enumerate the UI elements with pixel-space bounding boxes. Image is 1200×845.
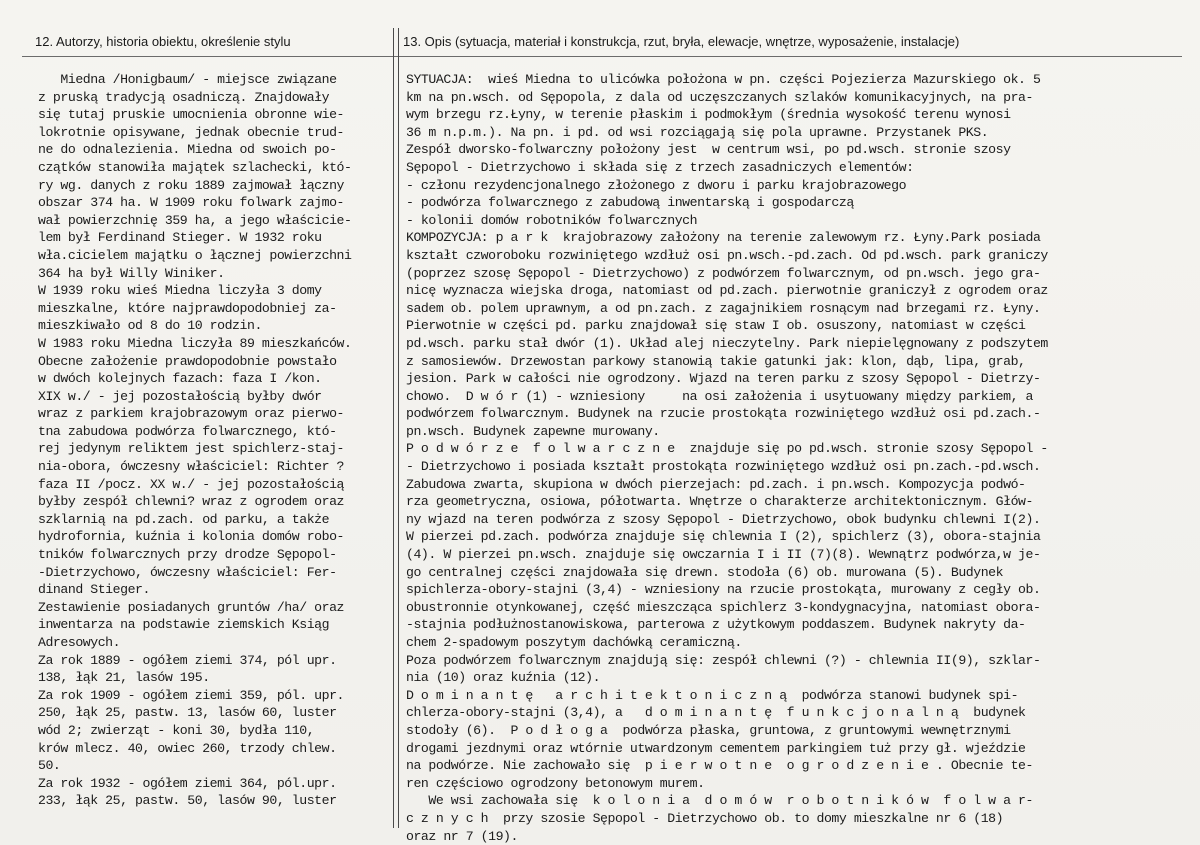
text-line: szklarnią na pd.zach. od parku, a także xyxy=(38,511,330,527)
text-line: (4). W pierzei pn.wsch. znajduje się owczarnia I i II (7)(8). Wewnątrz podwórza,w je- xyxy=(406,547,1041,563)
text-line: Poza podwórzem folwarcznym znajdują się: zespół chlewni (?) - chlewnia II(9), szklar- xyxy=(406,652,1041,668)
text-line: mieszkiwało od 8 do 10 rodzin. xyxy=(38,318,262,334)
text-line: rej jedynym reliktem jest spichlerz-staj- xyxy=(38,441,345,457)
section-12-heading: 12. Autorzy, historia obiektu, określenie stylu xyxy=(35,34,291,49)
text-line: tników folwarcznych przy drodze Sępopol- xyxy=(38,547,337,563)
text-line: spichlerza-obory-stajni (3,4) - wzniesiony na rzucie prostokąta, murowany z cegły ob. xyxy=(406,582,1041,598)
section-12-body xyxy=(14,71,390,810)
section-13-column xyxy=(403,34,1193,845)
text-line: Adresowych. xyxy=(38,635,121,650)
text-line: 364 ha był Willy Winiker. xyxy=(38,265,225,281)
text-line: mieszkalne, które najprawdopodobniej za- xyxy=(38,300,337,316)
text-line: wym brzegu rz.Łyny, w terenie płaskim i podmokłym (średnia wysokość terenu wynosi xyxy=(406,107,1011,123)
text-line: - Dietrzychowo i posiada kształt prostokąta rozwiniętego wzdłuż osi pn.zach.-pd.wsch. xyxy=(406,459,1041,475)
text-line: wód 2; zwierząt - koni 30, bydła 110, xyxy=(38,722,315,738)
text-line: tna zabudowa podwórza folwarcznego, któ- xyxy=(38,423,337,439)
text-line: wraz z parkiem krajobrazowym oraz pierwo- xyxy=(38,406,345,422)
text-line: stodoły (6). P o d ł o g a podwórza płaska, gruntowa, z gruntowymi wewnętrznymi xyxy=(406,722,1011,738)
text-line: chowo. D w ó r (1) - wzniesiony na osi założenia i usytuowany między parkiem, a xyxy=(406,388,1033,404)
section-12-column xyxy=(35,34,390,810)
text-line: w dwóch kolejnych fazach: faza I /kon. xyxy=(38,371,322,387)
text-line: obszar 374 ha. W 1909 roku folwark zajmo- xyxy=(38,195,345,211)
text-line: P o d w ó r z e f o l w a r c z n e znajduje się po pd.wsch. stronie szosy Sępopol - xyxy=(406,441,1048,457)
text-line: obustronnie otynkowanej, część mieszcząca spichlerz 3-kondygnacyjna, natomiast obora- xyxy=(406,599,1041,615)
text-line: Obecne założenie prawdopodobnie powstało xyxy=(38,353,337,369)
text-line: oraz nr 7 (19). xyxy=(406,828,518,844)
text-line: XIX w./ - jej pozostałością byłby dwór xyxy=(38,388,322,404)
text-line: Za rok 1932 - ogółem ziemi 364, pól.upr. xyxy=(38,775,337,791)
text-line: inwentarza na podstawie ziemskich Ksiąg xyxy=(38,617,330,633)
text-line: nicę wyznacza wiejska droga, natomiast od pd.zach. pierwotnie graniczył z ogrodem oraz xyxy=(406,283,1048,299)
text-line: z pruską tradycją osadniczą. Znajdowały xyxy=(38,89,330,105)
text-line: -Dietrzychowo, ówczesny właściciel: Fer- xyxy=(38,564,337,580)
text-line: (poprzez szosę Sępopol - Dietrzychowo) z podwórzem folwarcznym, od pn.wsch. jego gra- xyxy=(406,265,1041,281)
text-line: go centralnej części znajdowała się drewn. stodoła (6) ob. murowana (5). Budynek xyxy=(406,564,1004,580)
text-line: chlerza-obory-stajni (3,4), a d o m i n a n t ę f u n k c j o n a l n ą budynek xyxy=(406,705,1026,721)
text-line: nia-obora, ówczesny właściciel: Richter ? xyxy=(38,459,345,475)
text-line: wła.cicielem majątku o łącznej powierzchni xyxy=(38,247,352,263)
text-line: We wsi zachowała się k o l o n i a d o m ó w r o b o t n i k ó w f o l w a r- xyxy=(406,793,1033,809)
text-line: -stajnia podłużnostanowiskowa, parterowa z użytkowym poddaszem. Budynek nakryty da- xyxy=(406,617,1026,633)
text-line: 36 m n.p.m.). Na pn. i pd. od wsi rozciągają się pola uprawne. Przystanek PKS. xyxy=(406,124,989,140)
text-line: faza II /pocz. XX w./ - jej pozostałością xyxy=(38,476,345,492)
text-line: chem 2-spadowym poszytym dachówką ceramiczną. xyxy=(406,635,742,650)
text-line: podwórzem folwarcznym. Budynek na rzucie prostokąta rozwiniętego wzdłuż osi pd.zach.- xyxy=(406,406,1041,422)
text-line: KOMPOZYCJA: p a r k krajobrazowy założony na terenie zalewowym rz. Łyny.Park posiada xyxy=(406,230,1041,246)
text-line: D o m i n a n t ę a r c h i t e k t o n i c z n ą podwórza stanowi budynek spi- xyxy=(406,687,1019,703)
text-line: krów mlecz. 40, owiec 260, trzody chlew. xyxy=(38,740,337,756)
text-line: pn.wsch. Budynek zapewne murowany. xyxy=(406,423,660,439)
text-line: jesion. Park w całości nie ogrodzony. Wjazd na teren parku z szosy Sępopol - Dietrzy- xyxy=(406,371,1041,387)
text-line: rza geometryczna, osiowa, półotwarta. Wnętrze o charakterze architektonicznym. Głów- xyxy=(406,494,1033,510)
text-line: 50. xyxy=(38,758,61,774)
text-line: byłby zespół chlewni? wraz z ogrodem oraz xyxy=(38,494,345,510)
text-line: się tutaj pruskie umocnienia obronne wie- xyxy=(38,107,345,123)
text-line: - podwórza folwarcznego z zabudową inwentarską i gospodarczą xyxy=(406,195,854,211)
text-line: W 1983 roku Miedna liczyła 89 mieszkańców. xyxy=(38,335,352,351)
text-line: - kolonii domów robotników folwarcznych xyxy=(406,212,698,228)
text-line: lem był Ferdinand Stieger. W 1932 roku xyxy=(38,230,322,246)
text-line: nia (10) oraz kuźnia (12). xyxy=(406,670,601,686)
text-line: kształt czworoboku rozwiniętego wzdłuż osi pn.wsch.-pd.zach. Od pd.wsch. park graniczy xyxy=(406,247,1048,263)
text-line: SYTUACJA: wieś Miedna to ulicówka położona w pn. części Pojezierza Mazurskiego ok. 5 xyxy=(406,72,1041,87)
text-line: ry wg. danych z roku 1889 zajmował łączny xyxy=(38,177,345,193)
text-line: ren częściowo ogrodzony betonowym murem. xyxy=(406,775,705,791)
text-line: pd.wsch. parku stał dwór (1). Układ alej nieczytelny. Park niepielęgnowany z podszytem xyxy=(406,335,1048,351)
text-line: km na pn.wsch. od Sępopola, z dala od uczęszczanych szlaków komunikacyjnych, na pra- xyxy=(406,89,1033,105)
text-line: lokrotnie opisywane, jednak obecnie trud- xyxy=(38,124,345,140)
text-line: dinand Stieger. xyxy=(38,582,150,598)
text-line: - członu rezydencjonalnego złożonego z dworu i parku krajobrazowego xyxy=(406,177,907,193)
text-line: wał powierzchnię 359 ha, a jego właściciе- xyxy=(38,212,352,228)
text-line: W 1939 roku wieś Miedna liczyła 3 domy xyxy=(38,283,322,299)
text-line: Pierwotnie w części pd. parku znajdował się staw I ob. osuszony, natomiast w części xyxy=(406,318,1026,334)
text-line: ne do odnalezienia. Miedna od swoich po- xyxy=(38,142,337,158)
text-line: Zespół dworsko-folwarczny położony jest w centrum wsi, po pd.wsch. stronie szosy xyxy=(406,142,1011,158)
text-line: Sępopol - Dietrzychowo i składa się z trzech zasadniczych elementów: xyxy=(406,159,914,175)
text-line: z samosiewów. Drzewostan parkowy stanowią takie gatunki jak: klon, dąb, lipa, grab, xyxy=(406,353,1026,369)
text-line: 250, łąk 25, pastw. 13, lasów 60, luster xyxy=(38,705,337,721)
text-line: Za rok 1889 - ogółem ziemi 374, pól upr. xyxy=(38,652,337,668)
text-line: ny wjazd na teren podwórza z szosy Sępopol - Dietrzychowo, obok budynku chlewni I(2). xyxy=(406,511,1041,527)
text-line: sadem ob. polem uprawnym, a od pn.zach. z zagajnikiem rosnącym nad brzegami rz. Łyny. xyxy=(406,300,1041,316)
text-line: hydrofornia, kuźnia i kolonia domów robo- xyxy=(38,529,345,545)
text-line: czątków stanowiła majątek szlachecki, któ- xyxy=(38,159,352,175)
text-line: na podwórze. Nie zachowało się p i e r w o t n e o g r o d z e n i e . Obecnie te- xyxy=(406,758,1033,774)
text-line: drogami jezdnymi oraz wtórnie utwardzonym cementem parkingiem tuż przy gł. wjeździe xyxy=(406,740,1026,756)
text-line: 138, łąk 21, lasów 195. xyxy=(38,670,210,686)
text-line: Miedna /Honigbaum/ - miejsce związane xyxy=(38,72,337,87)
text-line: Zabudowa zwarta, skupiona w dwóch pierzejach: pd.zach. i pn.wsch. Kompozycja podwó- xyxy=(406,476,1026,492)
section-13-body xyxy=(382,71,1193,845)
text-line: c z n y c h przy szosie Sępopol - Dietrzychowo ob. to domy mieszkalne nr 6 (18) xyxy=(406,810,1004,826)
section-13-heading: 13. Opis (sytuacja, materiał i konstrukcja, rzut, bryła, elewacje, wnętrze, wyposażenie, instalacje) xyxy=(403,34,960,49)
text-line: 233, łąk 25, pastw. 50, lasów 90, luster xyxy=(38,793,337,809)
text-line: W pierzei pd.zach. podwórza znajduje się chlewnia I (2), spichlerz (3), obora-stajnia xyxy=(406,529,1041,545)
text-line: Zestawienie posiadanych gruntów /ha/ oraz xyxy=(38,599,345,615)
text-line: Za rok 1909 - ogółem ziemi 359, pól. upr. xyxy=(38,687,345,703)
